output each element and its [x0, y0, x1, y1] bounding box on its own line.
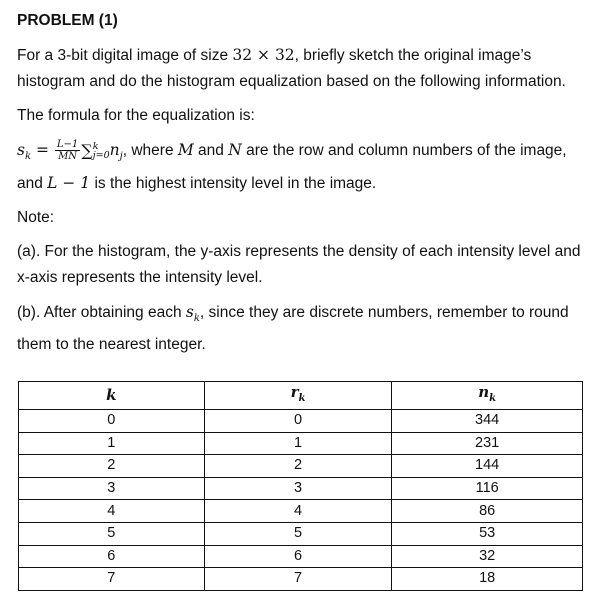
cell-k: 3 — [19, 477, 205, 500]
formula-l-expr: L − 1 — [47, 174, 91, 193]
note-a: (a). For the histogram, the y-axis represents the density of each intensity level and x-axis represents the intensity level. — [17, 243, 581, 287]
note-b — [17, 299, 587, 358]
cell-nk: 53 — [392, 522, 583, 545]
formula-text-3: are the row and column numbers of the image, and — [17, 142, 567, 193]
cell-nk: 32 — [392, 545, 583, 568]
cell-nk: 18 — [392, 568, 583, 591]
formula-var-m: M — [177, 141, 194, 159]
formula-term: $n_j$ — [109, 141, 123, 163]
table-row — [19, 477, 583, 500]
intro-text-1: For a 3-bit digital image of size — [17, 47, 233, 64]
header-nk: $n_k$ — [392, 382, 583, 410]
cell-nk: 116 — [392, 477, 583, 500]
table-row — [19, 545, 583, 568]
header-rk: $r_k$ — [204, 382, 392, 410]
formula-text-2: and — [193, 142, 229, 159]
formula-text-4: is the highest intensity level in the image. — [90, 175, 377, 193]
note-b-symbol: $s_k$ — [185, 303, 200, 325]
problem-title: PROBLEM (1) — [17, 12, 118, 29]
note-b-text-2: , since they are discrete numbers, remember to round them to the nearest integer. — [17, 304, 569, 354]
formula-paragraph — [17, 137, 587, 197]
note-b-text-1: (b). After obtaining each — [17, 304, 186, 322]
table-row — [19, 568, 583, 591]
header-k: k — [19, 382, 205, 410]
formula-sum-limits: k j=0 — [92, 140, 110, 161]
cell-k: 5 — [19, 522, 205, 545]
cell-rk: 4 — [204, 500, 392, 523]
table-row — [19, 500, 583, 523]
cell-k: 6 — [19, 545, 205, 568]
table-row — [19, 522, 583, 545]
formula-intro: The formula for the equalization is: — [17, 107, 255, 124]
table-row — [19, 432, 583, 455]
cell-k: 2 — [19, 455, 205, 478]
cell-rk: 0 — [204, 410, 392, 433]
cell-rk: 2 — [204, 455, 392, 478]
table-row — [19, 455, 583, 478]
cell-rk: 7 — [204, 568, 392, 591]
cell-k: 0 — [19, 410, 205, 433]
table-row — [19, 410, 583, 433]
cell-nk: 144 — [392, 455, 583, 478]
cell-k: 7 — [19, 568, 205, 591]
cell-nk: 86 — [392, 500, 583, 523]
image-size: 32 × 32 — [232, 46, 295, 64]
cell-rk: 1 — [204, 432, 392, 455]
formula-sum-symbol: ∑ — [81, 140, 93, 160]
formula-fraction: $\frac{L-1}{MN}$ — [56, 139, 79, 163]
cell-nk: 231 — [392, 432, 583, 455]
cell-rk: 6 — [204, 545, 392, 568]
cell-rk: 3 — [204, 477, 392, 500]
problem-intro — [17, 42, 587, 95]
problem-document — [17, 10, 587, 366]
cell-nk: 344 — [392, 410, 583, 433]
cell-k: 1 — [19, 432, 205, 455]
formula-equals: = — [31, 141, 54, 159]
table-header-row — [19, 382, 583, 410]
cell-k: 4 — [19, 500, 205, 523]
cell-rk: 5 — [204, 522, 392, 545]
intro-text-2: , briefly sketch the original image’s histogram and do the histogram equalization based on the following information. — [17, 47, 566, 90]
histogram-data-table — [18, 381, 583, 591]
formula-lhs: $s_k$ — [17, 141, 32, 163]
formula-var-n: N — [228, 141, 242, 159]
formula-text-1: , where — [122, 142, 178, 159]
note-label: Note: — [17, 209, 55, 227]
